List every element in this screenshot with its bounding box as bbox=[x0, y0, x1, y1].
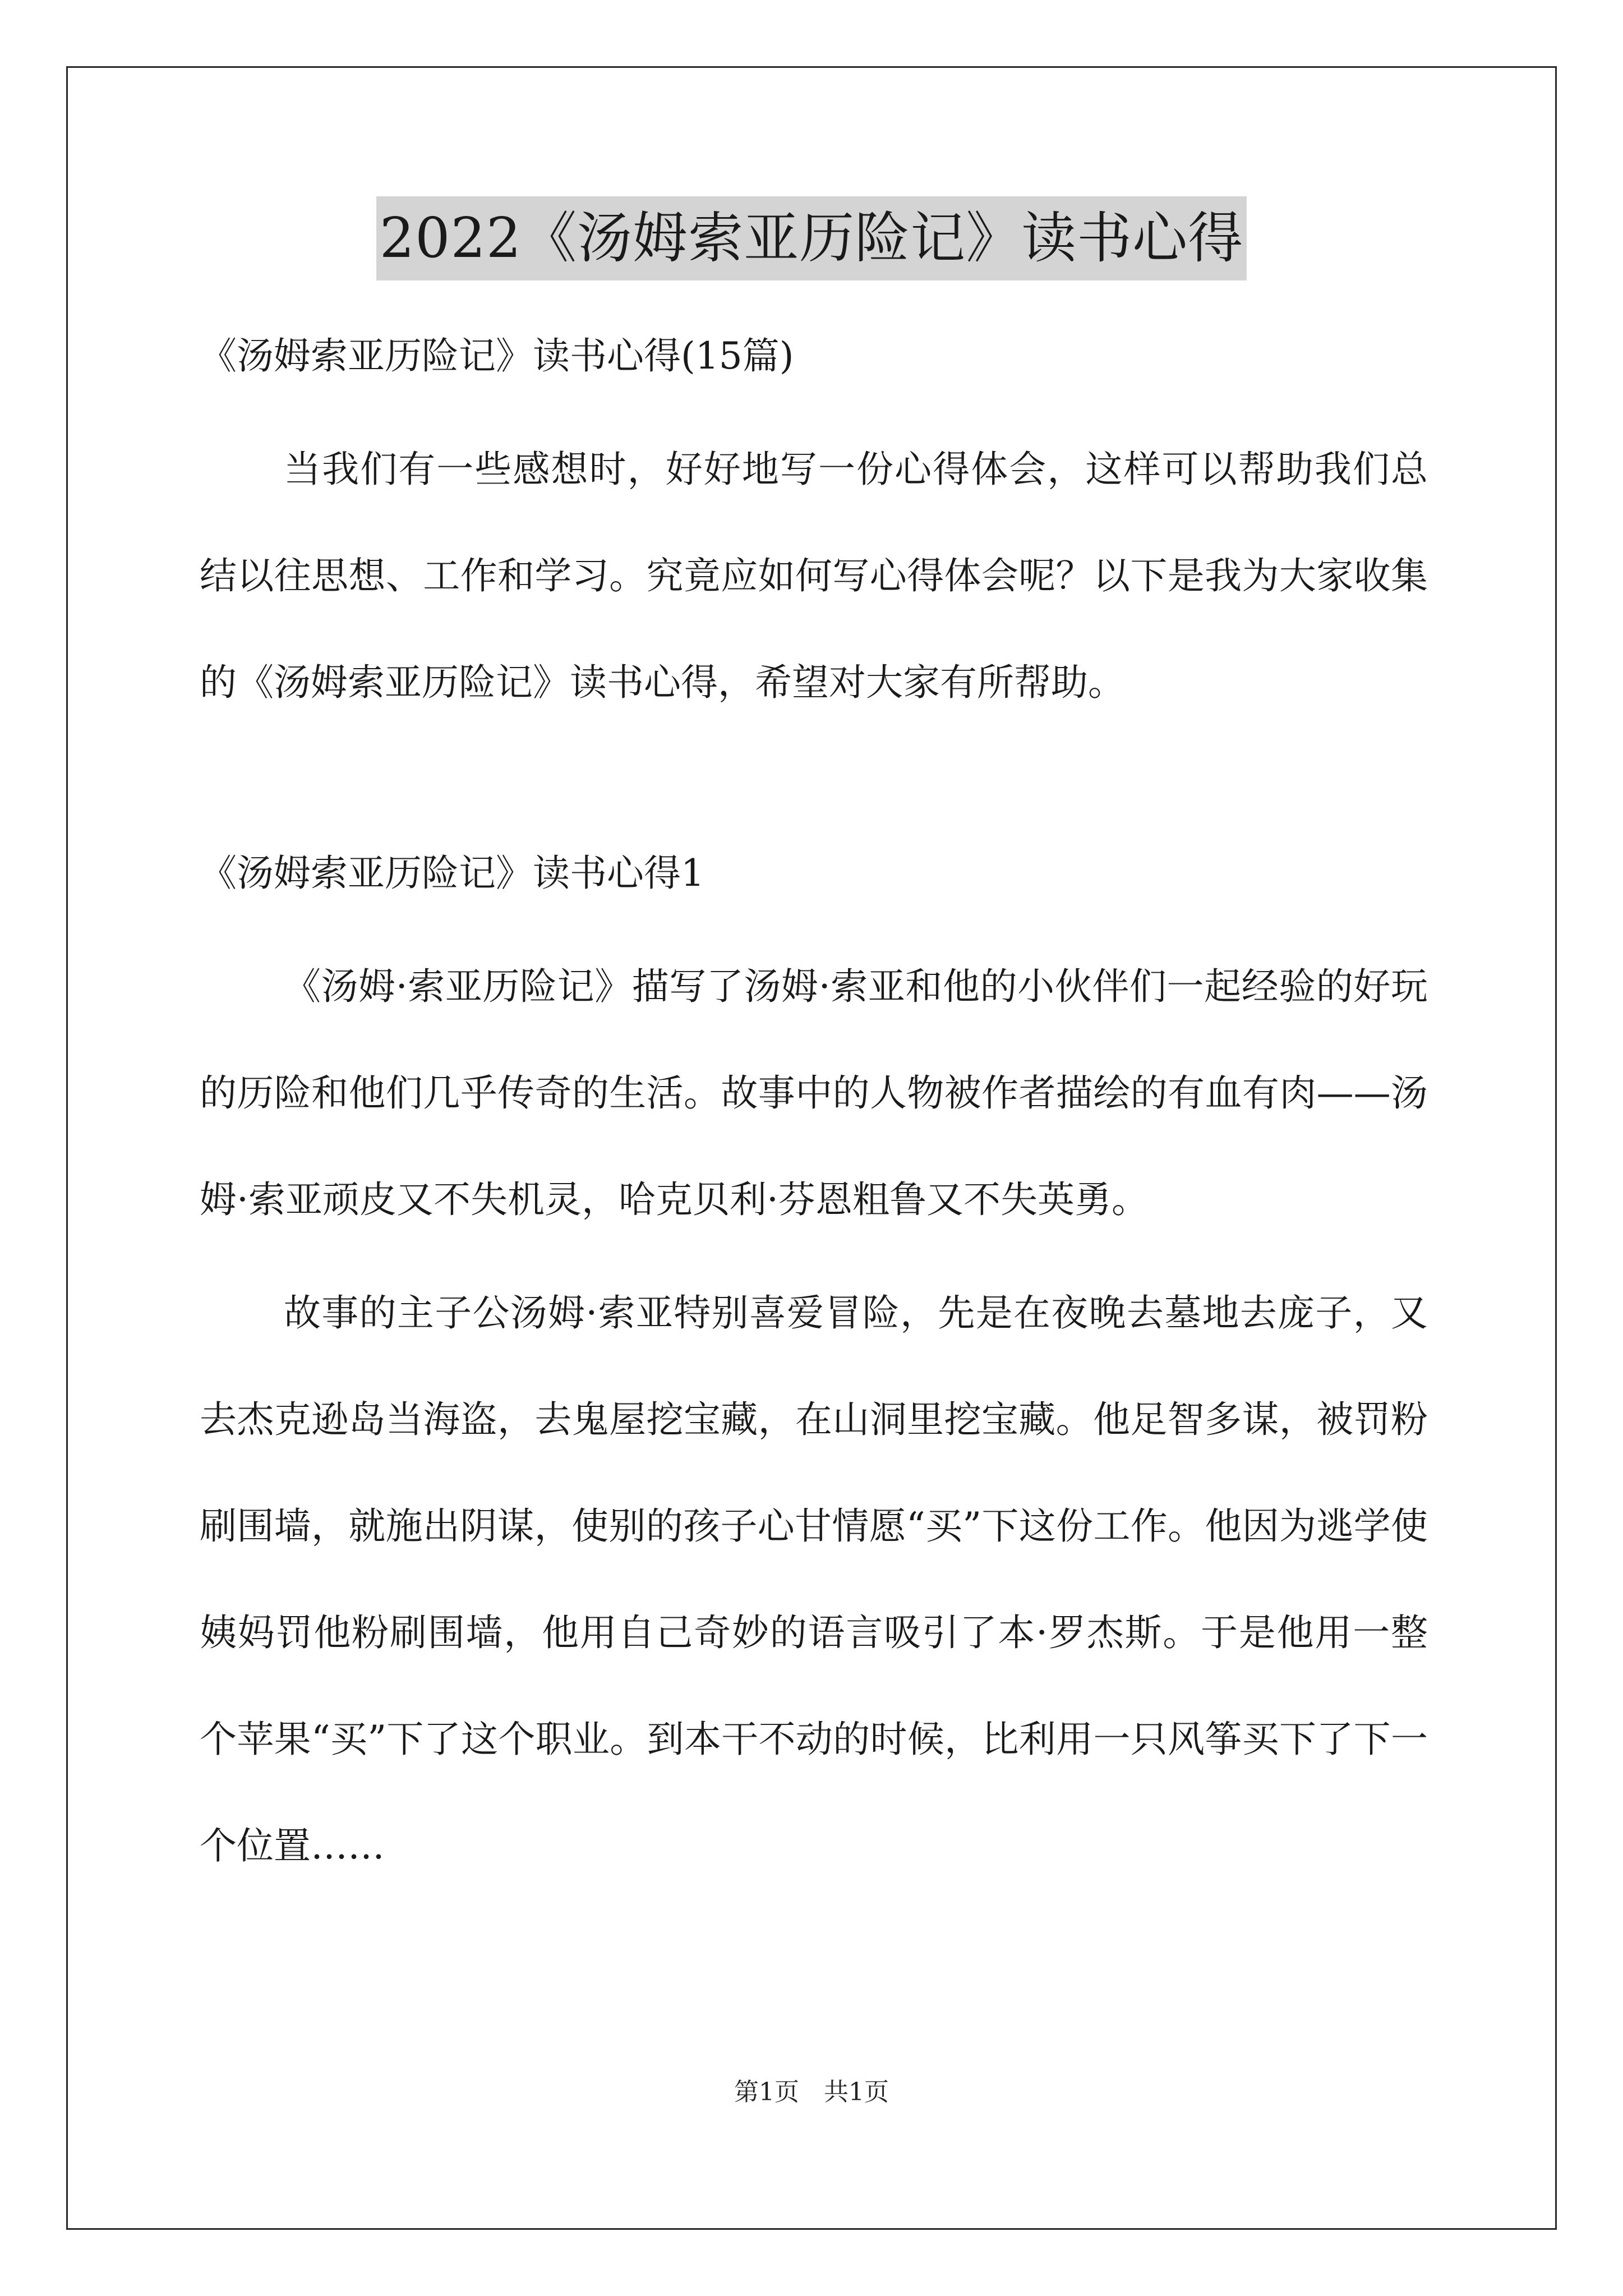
title-container bbox=[0, 196, 1623, 280]
body-paragraph-2: 故事的主子公汤姆·索亚特别喜爱冒险，先是在夜晚去墓地去庞子，又去杰克逊岛当海盗，去鬼屋挖宝藏，在山洞里挖宝藏。他足智多谋，被罚粉刷围墙，就施出阴谋，使别的孩子心甘情愿“买”下这份工作。他因为逃学使姨妈罚他粉刷围墙，他用自己奇妙的语言吸引了本·罗杰斯。于是他用一整个苹果“买”下了这个职业。到本干不动的时候，比利用一只风筝买下了下一个位置…… bbox=[200, 1291, 1428, 1867]
section-heading: 《汤姆索亚历险记》读书心得1 bbox=[200, 852, 704, 895]
document-body bbox=[200, 303, 1428, 1899]
page-footer: 第1页 共1页 bbox=[734, 2078, 889, 2106]
body-paragraph-1: 《汤姆·索亚历险记》描写了汤姆·索亚和他的小伙伴们一起经验的好玩的历险和他们几乎传奇的生活。故事中的人物被作者描绘的有血有肉——汤姆·索亚顽皮又不失机灵，哈克贝利·芬恩粗鲁又不失英勇。 bbox=[200, 965, 1428, 1221]
intro-paragraph: 当我们有一些感想时，好好地写一份心得体会，这样可以帮助我们总结以往思想、工作和学习。究竟应如何写心得体会呢？以下是我为大家收集的《汤姆索亚历险记》读书心得，希望对大家有所帮助。 bbox=[200, 448, 1428, 704]
document-subtitle: 《汤姆索亚历险记》读书心得(15篇) bbox=[200, 334, 794, 378]
document-title: 2022《汤姆索亚历险记》读书心得 bbox=[376, 196, 1247, 280]
